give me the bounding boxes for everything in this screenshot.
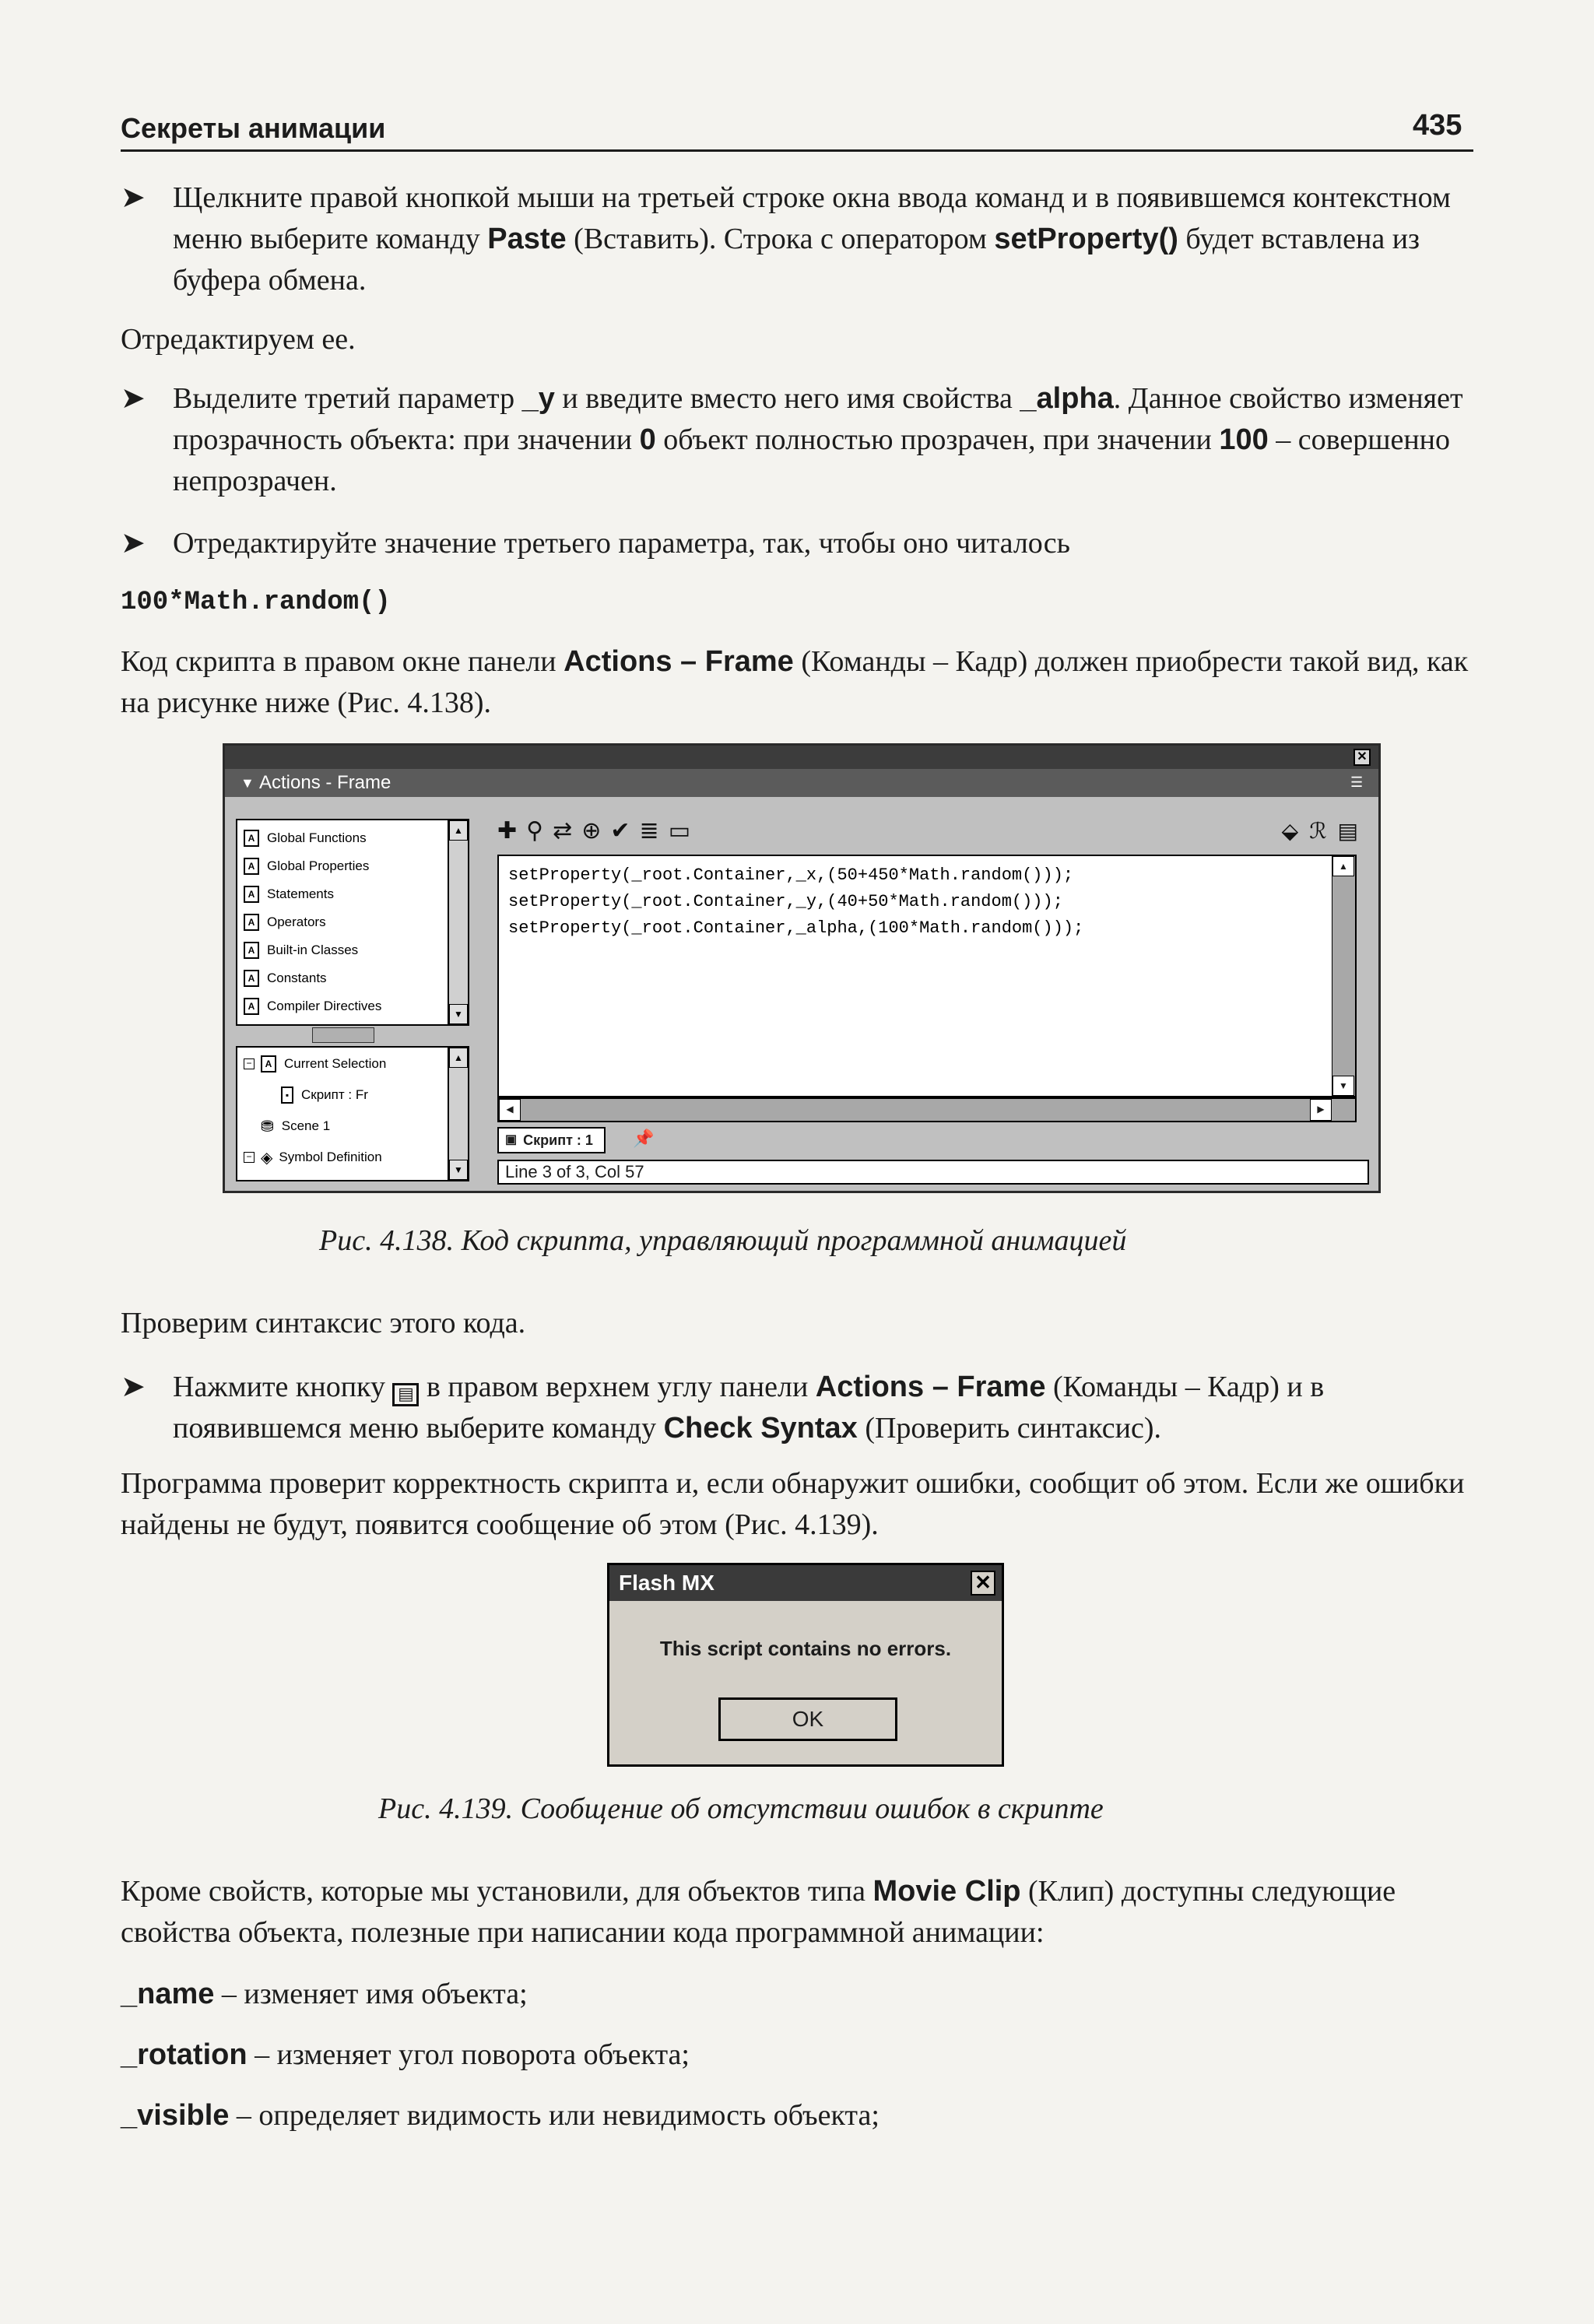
- property-y: _y: [521, 382, 555, 415]
- text-run: будет вставлена из буфера обмена.: [173, 223, 1420, 297]
- toolbox-item-constants[interactable]: [244, 965, 327, 992]
- property-rotation-line: [121, 2034, 1473, 2076]
- view-options-icon: ▤: [392, 1383, 419, 1406]
- script-icon: ▪: [281, 1087, 293, 1104]
- toolbox-scrollbar[interactable]: [448, 820, 468, 1024]
- running-header-title: Секреты анимации: [121, 112, 386, 144]
- ok-button[interactable]: OK: [718, 1697, 897, 1741]
- editor-status-bar: Line 3 of 3, Col 57: [497, 1160, 1369, 1185]
- toolbox-item-global-properties[interactable]: [244, 853, 369, 879]
- item-label: Statements: [267, 886, 334, 901]
- reference-icon[interactable]: ℛ: [1309, 818, 1327, 844]
- panel-top-strip: [225, 746, 1378, 769]
- toolbox-item-builtin-classes[interactable]: [244, 937, 358, 964]
- script-editor[interactable]: [497, 855, 1357, 1097]
- toolbox-item-compiler-directives[interactable]: [244, 993, 381, 1020]
- text-run: (Клип) доступны следующие свойства объекта, полезные при написании кода программной анимации:: [121, 1875, 1396, 1949]
- view-options-icon[interactable]: ▤: [1337, 818, 1358, 844]
- editor-horizontal-scrollbar[interactable]: [497, 1097, 1357, 1122]
- text-run: (Вставить). Строка с оператором: [566, 223, 995, 255]
- value-hundred: 100: [1219, 423, 1269, 456]
- book-icon: A: [244, 998, 259, 1015]
- text-run: объект полностью прозрачен, при значении: [655, 423, 1220, 456]
- text-run: . Данное свойство изменяет прозрачность объекта: при значении: [173, 382, 1463, 456]
- text-run: – изменяет угол поворота объекта;: [247, 2038, 690, 2071]
- toolbox-item-operators[interactable]: [244, 909, 326, 936]
- text-run: – совершенно непрозрачен.: [173, 423, 1451, 497]
- auto-format-icon[interactable]: ≣: [639, 817, 659, 844]
- script-toolbar-right: [1282, 817, 1358, 845]
- debug-icon[interactable]: ⬙: [1281, 818, 1299, 844]
- navigator-symbol-definitions[interactable]: [244, 1144, 382, 1171]
- text-run: (Команды – Кадр) должен приобрести такой вид, как на рисунке ниже (Рис. 4.138).: [121, 645, 1469, 719]
- navigator-script-item[interactable]: [281, 1082, 368, 1108]
- code-example: 100*Math.random(): [121, 588, 391, 617]
- actions-toolbox-list: [236, 819, 469, 1026]
- figure-caption-4-139: Рис. 4.139. Сообщение об отсутствии ошибок в скрипте: [378, 1792, 1104, 1825]
- item-label: Symbol Definition: [279, 1150, 382, 1164]
- dialog-message: This script contains no errors.: [659, 1637, 952, 1660]
- bullet-edit-param: Отредактируйте значение третьего параметра, так, чтобы оно читалось: [173, 527, 1070, 560]
- paragraph-check-syntax: Проверим синтаксис этого кода.: [121, 1307, 526, 1339]
- book-icon: A: [261, 1055, 276, 1072]
- panel-name-actions-frame: Actions – Frame: [564, 645, 794, 678]
- check-syntax-icon[interactable]: ✔: [610, 817, 630, 844]
- script-navigator: [236, 1046, 469, 1181]
- tab-label: Скрипт : 1: [523, 1132, 593, 1148]
- target-icon[interactable]: ⊕: [581, 817, 602, 844]
- toolbox-item-statements[interactable]: [244, 881, 334, 907]
- text-run: – изменяет имя объекта;: [214, 1978, 528, 2010]
- item-label: Global Properties: [267, 858, 370, 873]
- header-rule: [121, 149, 1473, 152]
- item-label: Operators: [267, 915, 326, 929]
- code-setproperty: setProperty(): [994, 223, 1178, 255]
- command-paste: Paste: [487, 223, 567, 255]
- code-hint-icon[interactable]: ▭: [668, 817, 691, 844]
- item-label: Scene 1: [281, 1118, 331, 1133]
- collapse-icon[interactable]: −: [244, 1058, 255, 1069]
- type-movie-clip: Movie Clip: [872, 1875, 1021, 1908]
- bullet-marker: ➤: [121, 1371, 146, 1403]
- find-icon[interactable]: ⚲: [526, 817, 544, 844]
- scroll-down-icon[interactable]: ▼: [449, 1160, 468, 1180]
- page-number: 435: [1413, 109, 1462, 142]
- item-label: Compiler Directives: [267, 999, 382, 1013]
- text-run: Выделите третий параметр: [173, 382, 522, 415]
- scroll-up-icon[interactable]: ▲: [449, 820, 468, 841]
- bullet-marker: ➤: [121, 181, 146, 214]
- script-icon: ▣: [505, 1133, 518, 1146]
- dialog-title-bar: [609, 1565, 1002, 1601]
- item-label: Скрипт : Fr: [301, 1087, 368, 1102]
- text-run: (Проверить синтаксис).: [857, 1412, 1161, 1445]
- tab-script-1[interactable]: [497, 1127, 606, 1153]
- add-statement-icon[interactable]: ✚: [497, 817, 518, 844]
- dialog-title: Flash MX: [619, 1571, 714, 1595]
- toolbox-item-global-functions[interactable]: [244, 825, 367, 851]
- book-icon: A: [244, 886, 259, 903]
- collapse-icon[interactable]: −: [244, 1152, 255, 1163]
- panel-options-menu-icon[interactable]: ☰: [1350, 774, 1364, 790]
- item-label: Constants: [267, 971, 327, 985]
- property-visible-line: [121, 2095, 1473, 2136]
- symbol-icon: ◈: [261, 1149, 273, 1167]
- property-alpha: _alpha: [1020, 382, 1114, 415]
- scroll-down-icon[interactable]: ▼: [1332, 1076, 1354, 1096]
- text-run: Кроме свойств, которые мы установили, для объектов типа: [121, 1875, 873, 1908]
- scroll-up-icon[interactable]: ▲: [449, 1048, 468, 1068]
- property-name: _name: [121, 1978, 215, 2010]
- paragraph-movie-clip-props: [121, 1871, 1473, 1954]
- code-line-1: setProperty(_root.Container,_x,(50+450*Math.random()));: [508, 865, 1074, 885]
- property-visible: _visible: [121, 2099, 230, 2132]
- book-icon: A: [244, 858, 259, 875]
- text-run: Щелкните правой кнопкой мыши на третьей строке окна ввода команд и в появившемся контекстном меню выберите команду: [173, 181, 1451, 255]
- code-line-2: setProperty(_root.Container,_y,(40+50*Math.random()));: [508, 892, 1063, 911]
- pane-splitter-handle[interactable]: [312, 1027, 374, 1043]
- panel-name-actions-frame: Actions – Frame: [815, 1371, 1046, 1403]
- bullet-alpha-instruction: [173, 378, 1473, 502]
- bullet-marker: ➤: [121, 527, 146, 560]
- scroll-right-icon[interactable]: ▶: [1310, 1099, 1332, 1121]
- text-run: – определяет видимость или невидимость объекта;: [229, 2099, 880, 2132]
- command-check-syntax: Check Syntax: [663, 1412, 858, 1445]
- figure-caption-4-138: Рис. 4.138. Код скрипта, управляющий программной анимацией: [319, 1224, 1127, 1257]
- item-label: Current Selection: [284, 1056, 387, 1071]
- book-icon: A: [244, 914, 259, 931]
- code-line-3: setProperty(_root.Container,_alpha,(100*Math.random()));: [508, 918, 1084, 938]
- navigator-current-selection[interactable]: [244, 1051, 386, 1077]
- property-name-line: [121, 1974, 1473, 2015]
- editor-vertical-scrollbar[interactable]: [1332, 856, 1355, 1096]
- pin-script-icon[interactable]: 📌: [633, 1129, 655, 1148]
- text-run: Нажмите кнопку: [173, 1371, 385, 1403]
- script-tab-bar: [497, 1127, 1357, 1155]
- book-icon: A: [244, 942, 259, 959]
- book-icon: A: [244, 970, 259, 987]
- bullet-paste-instruction: [173, 177, 1473, 301]
- replace-icon[interactable]: ⇄: [553, 817, 573, 844]
- scene-icon: ⛃: [261, 1118, 274, 1136]
- paragraph-edit: Отредактируем ее.: [121, 323, 356, 356]
- item-label: Global Functions: [267, 830, 367, 845]
- paragraph-program-check: Программа проверит корректность скрипта и, если обнаружит ошибки, сообщит об этом. Если же ошибки найдены не будут, появится сообщение об этом (Рис. 4.139).: [121, 1467, 1465, 1541]
- close-icon[interactable]: ✕: [1353, 749, 1371, 766]
- navigator-scene[interactable]: [261, 1113, 330, 1139]
- book-icon: A: [244, 830, 259, 847]
- value-zero: 0: [639, 423, 656, 456]
- flash-mx-dialog: [607, 1563, 1004, 1767]
- property-rotation: _rotation: [121, 2038, 248, 2071]
- text-run: Код скрипта в правом окне панели: [121, 645, 564, 678]
- panel-title-bar[interactable]: [225, 769, 1378, 797]
- bullet-marker: ➤: [121, 382, 146, 415]
- close-icon[interactable]: ✕: [971, 1571, 995, 1596]
- scroll-up-icon[interactable]: ▲: [1332, 856, 1354, 876]
- text-run: в правом верхнем углу панели: [419, 1371, 816, 1403]
- bullet-check-syntax-instruction: [173, 1367, 1473, 1449]
- scroll-left-icon[interactable]: ◀: [499, 1099, 521, 1121]
- actions-frame-panel: [223, 743, 1381, 1193]
- item-label: Built-in Classes: [267, 943, 359, 957]
- text-run: и введите вместо него имя свойства: [554, 382, 1020, 415]
- scroll-down-icon[interactable]: ▼: [449, 1004, 468, 1024]
- script-toolbar: [497, 817, 690, 845]
- paragraph-script-view: [121, 641, 1473, 724]
- collapse-triangle-icon[interactable]: ▼: [241, 775, 255, 791]
- text-run: (Команды – Кадр) и в появившемся меню выберите команду: [173, 1371, 1325, 1445]
- navigator-scrollbar[interactable]: [448, 1048, 468, 1180]
- panel-title: Actions - Frame: [259, 772, 391, 793]
